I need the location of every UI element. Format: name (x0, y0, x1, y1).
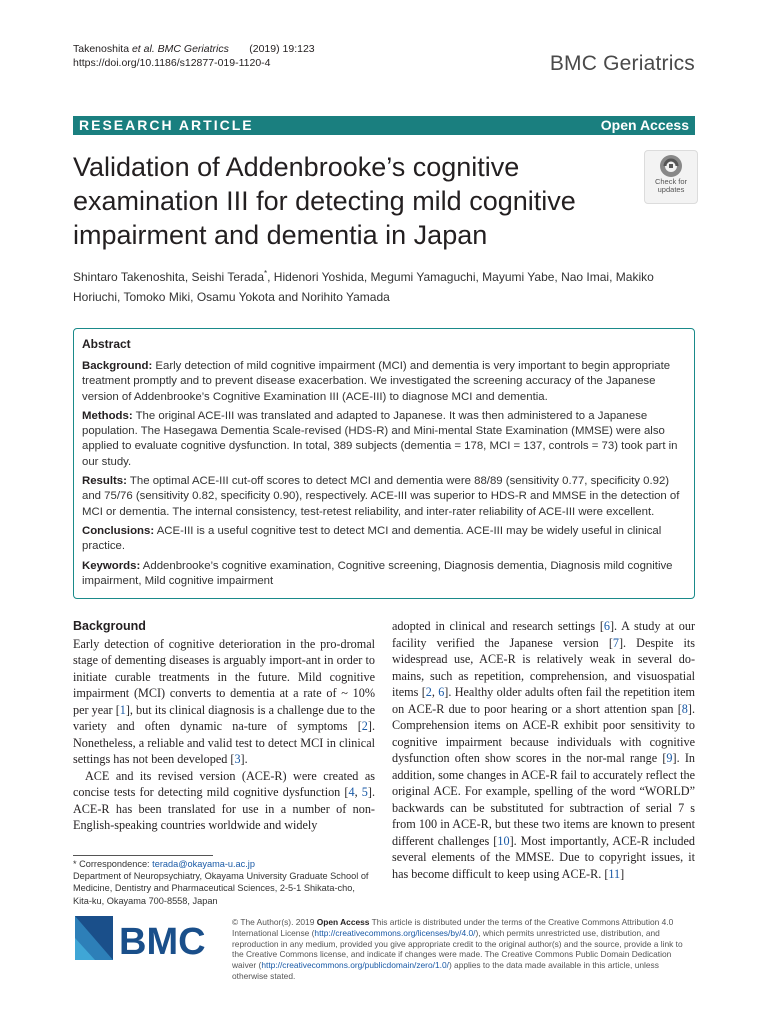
corresponding-mark: * (264, 269, 268, 278)
abstract-heading: Abstract (82, 337, 131, 351)
paragraph-1 (73, 636, 375, 768)
paragraph-3 (392, 618, 695, 882)
paragraph-2 (73, 768, 375, 834)
abstract-background (82, 359, 687, 405)
abstract-methods-text: The original ACE-III was translated and adapted to Japanese. It was then administered to a Japanese population. The Hasegawa Dementia Scale-revised (HDS-R) and Mini-mental State Examination (MMSE) were also applied to evaluate cognitive dysfunction. In total, 389 subjects (dementia = 178, MCI = 137, controls = 73) took part in our study. (82, 409, 678, 468)
correspondence-footnote (73, 858, 375, 907)
abstract-background-label: Background: (82, 360, 153, 372)
doi-link[interactable]: https://doi.org/10.1186/s12877-019-1120-4 (73, 57, 271, 69)
abstract-box (73, 328, 695, 599)
correspondence-label: * Correspondence: (73, 859, 153, 869)
reference-link[interactable]: 9 (666, 751, 673, 765)
waiver-link[interactable]: http://creativecommons.org/publicdomain/zero/1.0/ (261, 960, 449, 971)
citation-journal: et al. BMC Geriatrics (131, 43, 229, 55)
reference-link[interactable]: 2 (425, 685, 432, 699)
text-run: ]. Most importantly, ACE-R included several elements of the MMSE. Due to copyright issues, it has become difficult to keep using ACE-R. [ (392, 833, 695, 881)
text-run: ), which permits unrestricted use, distribution, and reproduction in any medium, provided you give appropriate credit to the original author(s) and the source, provide a link to the Creative Commons license, and indicate if changes were made. The Creative Commons Public Domain Dedication waiver ( (232, 927, 683, 971)
reference-link[interactable]: 7 (612, 635, 619, 650)
reference-link[interactable]: 1 (119, 702, 126, 717)
abstract-keywords (82, 559, 687, 590)
open-access-label: Open Access (600, 117, 689, 133)
abstract-methods-label: Methods: (82, 409, 133, 422)
text-run: ]. Despite its widespread use, ACE-R is relatively weak in several do-mains, such as repetition, comprehension, and visuospatial items [ (392, 635, 695, 699)
text-run: This article is distributed under the terms of the Creative Commons Attribution 4.0 International License ( (232, 917, 674, 938)
reference-link[interactable]: 6 (603, 619, 610, 633)
abstract-results (82, 474, 687, 520)
body-column-left (73, 618, 375, 834)
license-statement (232, 917, 695, 982)
bmc-logo (73, 912, 223, 964)
citation-authors: Takenoshita (73, 43, 132, 55)
article-banner (73, 116, 695, 135)
text-run: ], but its clinical diagnosis is a challenge due to the variety and often dynamic na-ture of symptoms [ (73, 702, 375, 733)
section-heading-background: Background (73, 619, 146, 633)
text-run: ]. ACE-R has been translated for use in a number of non-English-speaking countries worldwide and widely (73, 785, 375, 832)
bmc-logo-text: BMC (119, 921, 206, 963)
text-run: © The Author(s). 2019 (232, 917, 317, 927)
reference-link[interactable]: 4 (348, 785, 355, 799)
abstract-conclusions-label: Conclusions: (82, 524, 155, 537)
text-run: ]. Nonetheless, a reliable and valid test to detect MCI in clinical settings has not been developed [ (73, 719, 375, 766)
abstract-methods (82, 409, 687, 470)
footnote-divider (73, 855, 213, 856)
text-run: ]. A study at our facility verified the Japanese version [ (392, 619, 695, 650)
check-updates-icon (659, 154, 683, 178)
citation-volume: (2019) 19:123 (249, 43, 315, 55)
reference-link[interactable]: 6 (438, 685, 445, 699)
article-title: Validation of Addenbrooke’s cognitive examination III for detecting mild cognitive impairment and dementia in Japan (73, 152, 576, 250)
citation-block (73, 42, 315, 70)
bmc-logo-mark-icon (73, 912, 223, 964)
reference-link[interactable]: 5 (361, 785, 368, 799)
text-run: adopted in clinical and research settings [ (392, 619, 604, 633)
reference-link[interactable]: 8 (681, 701, 688, 716)
author-list (73, 264, 695, 307)
abstract-conclusions-text: ACE-III is a useful cognitive test to detect MCI and dementia. ACE-III may be widely useful in clinical practice. (82, 524, 662, 553)
check-for-updates-button[interactable] (644, 150, 698, 204)
text-run: ]. Comprehension items on ACE-R exhibit poor sensitivity to cognitive impairment because individuals with cognitive dysfunction often show scores in the nor-mal range [ (392, 701, 695, 765)
license-link[interactable]: http://creativecommons.org/licenses/by/4.0/ (314, 927, 476, 938)
abstract-conclusions (82, 524, 687, 555)
text-run: ]. In addition, some changes in ACE-R fail to accurately reflect the original ACE. For example, spelling of the word “WORLD” backwards can be substituted for subtraction of serial 7 s from 100 in ACE-R, but these two items are known to present different challenges [ (392, 751, 695, 848)
abstract-keywords-label: Keywords: (82, 559, 141, 572)
check-updates-line1: Check for (654, 177, 688, 186)
text-run: ]. (240, 752, 248, 766)
author-names-rest: , Hidenori Yoshida, Megumi Yamaguchi, Mayumi Yabe, Nao Imai, Makiko Horiuchi, Tomoko Miki, Osamu Yokota and Norihito Yamada (73, 270, 654, 304)
check-updates-line2: updates (657, 185, 685, 194)
author-names-first: Shintaro Takenoshita, Seishi Terada (73, 270, 265, 284)
text-run: ]. Healthy older adults often fail the repetition item on ACE-R due to poor hearing or a short attention span [ (392, 685, 696, 716)
correspondence-email[interactable]: terada@okayama-u.ac.jp (152, 859, 255, 869)
text-run: , (431, 685, 439, 699)
abstract-body (82, 359, 687, 593)
reference-link[interactable]: 2 (361, 719, 368, 733)
license-open-access: Open Access (316, 917, 370, 927)
text-run: Early detection of cognitive deterioration in the pro-dromal stage of dementing diseases is arguably import-ant in order to initiate curable treatments in the future. Mild cognitive impairment (MCI) converts to dementia at a rate of ~ 10% per year [ (73, 636, 375, 717)
affiliation-text: Department of Neuropsychiatry, Okayama University Graduate School of Medicine, Dentistry and Pharmaceutical Sciences, 2-5-1 Shikata-cho, Kita-ku, Okayama 700-8558, Japan (73, 871, 369, 906)
text-run: , (354, 785, 362, 799)
reference-link[interactable]: 3 (234, 752, 241, 766)
text-run: ACE and its revised version (ACE-R) were created as concise tests for detecting mild cognitive dysfunction [ (73, 768, 375, 799)
journal-name: BMC Geriatrics (549, 52, 695, 75)
abstract-background-text: Early detection of mild cognitive impairment (MCI) and dementia is very important to begin appropriate treatment promptly and to prevent disease exacerbation. We investigated the screening accuracy of the Japanese version of Addenbrooke’s Cognitive Examination III (ACE-III) to diagnose MCI and dementia. (82, 360, 671, 403)
text-run: ] (620, 866, 625, 881)
reference-link[interactable]: 11 (608, 866, 621, 881)
body-column-right (392, 618, 695, 882)
article-type: RESEARCH ARTICLE (79, 117, 254, 133)
abstract-results-text: The optimal ACE-III cut-off scores to detect MCI and dementia were 88/89 (sensitivity 0.77, specificity 0.92) and 75/76 (sensitivity 0.82, specificity 0.90), respectively. ACE-III was superior to HDS-R and MMSE in the detection of MCI or dementia. The internal consistency, test-retest reliability, and inter-rater reliability of ACE-III were excellent. (82, 475, 680, 518)
abstract-keywords-text: Addenbrooke’s cognitive examination, Cognitive screening, Diagnosis dementia, Diagnosis mild cognitive impairment, Mild cognitive impairment (82, 559, 673, 587)
text-run: ) applies to the data made available in this article, unless otherwise stated. (232, 960, 659, 981)
reference-link[interactable]: 10 (497, 833, 510, 848)
abstract-results-label: Results: (82, 475, 127, 488)
